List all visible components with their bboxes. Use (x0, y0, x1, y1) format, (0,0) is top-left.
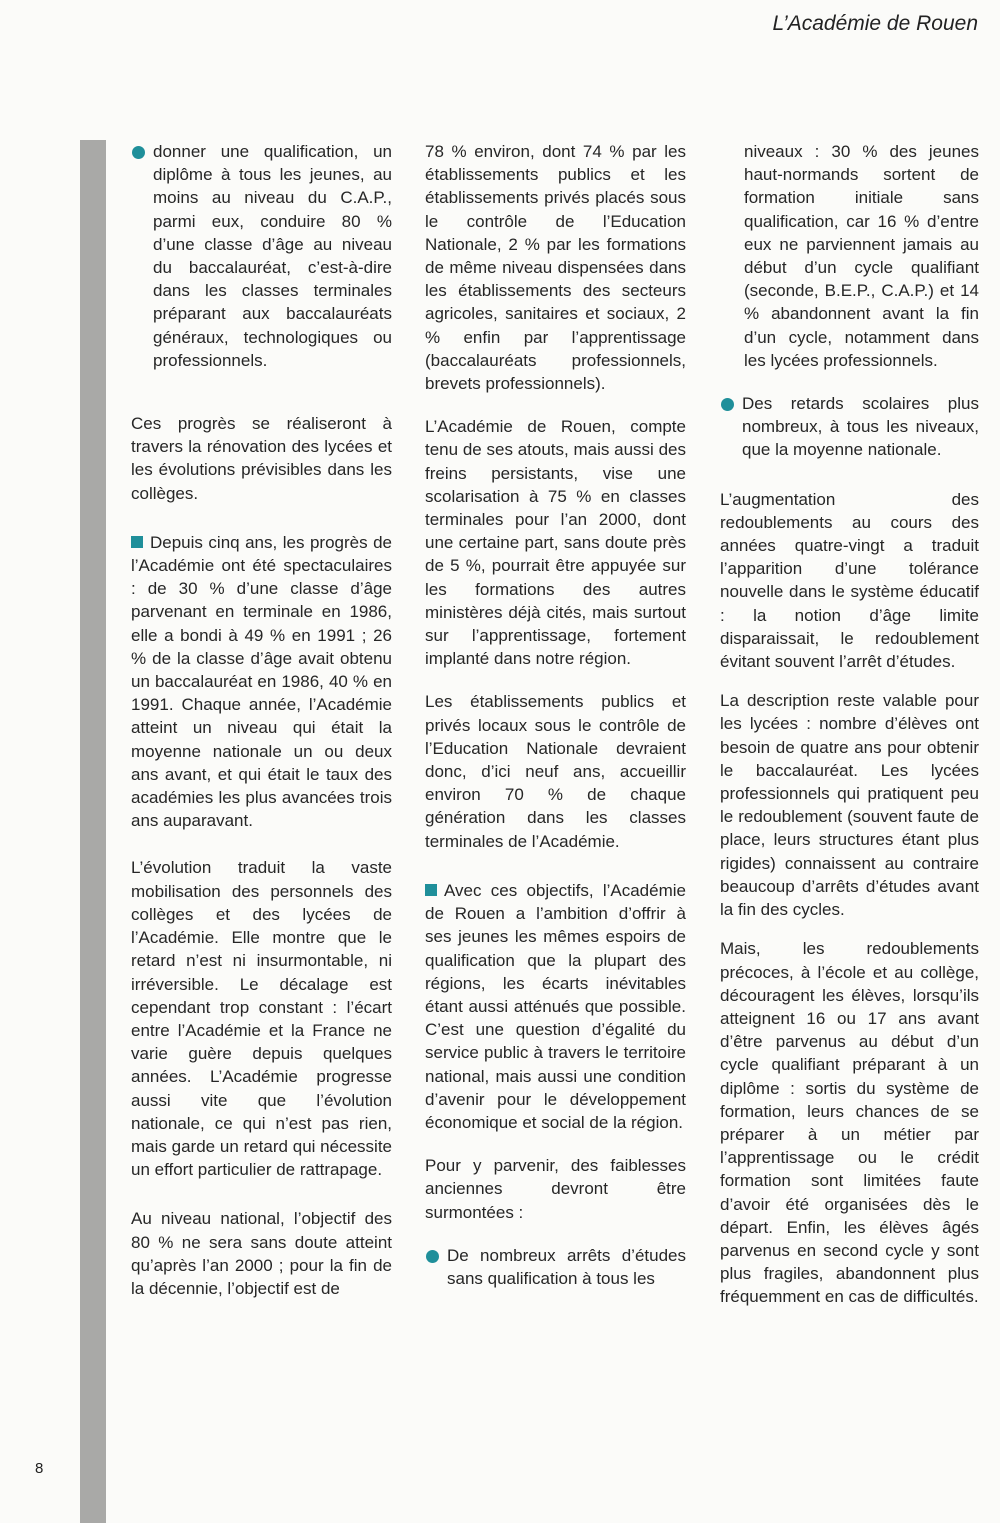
text-column-3 (720, 140, 979, 1329)
bullet-paragraph (131, 140, 392, 372)
gray-margin-bar (80, 140, 106, 1523)
square-bullet-icon (425, 884, 437, 896)
round-bullet-icon (132, 146, 145, 159)
round-bullet-icon (721, 398, 734, 411)
paragraph: L’Académie de Rouen, compte tenu de ses atouts, mais aussi des freins persistants, vise une scolarisation à 75 % en classes terminales pour l’an 2000, dont une certaine part, sans doute près de 5 %, pourrait être appuyée sur les formations des autres ministères déjà cités, mais surtout sur l’apprentissage, fortement implanté dans notre région. (425, 417, 686, 669)
text-column-2 (425, 140, 686, 1310)
paragraph-continued: niveaux : 30 % des jeunes haut-normands sortent de formation initiale sans qualification, car 16 % d’entre eux ne parviennent jamais au début d’un cycle qualifiant (seconde, B.E.P., C.A.P.) et 14 % abandonnent avant la fin d’un cycle, notamment dans les lycées professionnels. (744, 142, 979, 370)
paragraph: Mais, les redoublements précoces, à l’école et au collège, découragent les élèves, lorsqu’ils atteignent 16 ou 17 ans avant d’être parvenus au début d’un cycle qualifiant préparant à un diplôme : sortis du système de formation, leurs chances de se préparer à un métier par l’apprentissage ou le crédit formation sont limitées faute d’avoir été organisées dès le départ. Enfin, les élèves âgés parvenus en second cycle y sont plus fragiles, abandonnent plus fréquemment en cas de difficultés. (720, 939, 979, 1307)
paragraph: Ces progrès se réaliseront à travers la rénovation des lycées et les évolutions prévisibles dans les collèges. (131, 414, 392, 503)
paragraph-text: De nombreux arrêts d’études sans qualification à tous les (447, 1245, 686, 1288)
bullet-paragraph (720, 392, 979, 462)
paragraph-text: donner une qualification, un diplôme à tous les jeunes, au moins au niveau du C.A.P., parmi eux, conduire 80 % d’une classe d’âge au niveau du baccalauréat, c’est-à-dire dans les classes terminales préparant aux baccalauréats généraux, technologiques ou professionnels. (153, 142, 392, 370)
paragraph-text: Depuis cinq ans, les progrès de l’Académie ont été spectaculaires : de 30 % d’une classe d’âge parvenant en terminale en 1986, elle a bondi à 49 % en 1991 ; 26 % de la classe d’âge avait obtenu un baccalauréat en 1986, 40 % en 1991. Chaque année, l’Académie atteint un niveau qui était la moyenne nationale un ou deux ans avant, et qui était le taux des académies les plus avancées trois ans auparavant. (131, 532, 392, 831)
paragraph: Pour y parvenir, des faiblesses anciennes devront être surmontées : (425, 1156, 686, 1222)
paragraph: Au niveau national, l’objectif des 80 % ne sera sans doute atteint qu’après l’an 2000 ; pour la fin de la décennie, l’objectif est de (131, 1209, 392, 1298)
paragraph-text: Avec ces objectifs, l’Académie de Rouen a l’ambition d’offrir à ses jeunes les mêmes espoirs de qualification que la plupart des régions, les écarts inévitables étant aussi atténués que possible. C’est une question d’égalité du service public à travers le territoire national, mais aussi une condition d’avenir pour le développement économique et social de la région. (425, 880, 686, 1132)
running-header: L’Académie de Rouen (772, 12, 978, 35)
bullet-paragraph (425, 1244, 686, 1290)
paragraph: 78 % environ, dont 74 % par les établissements publics et les établissements privés placés sous le contrôle de l’Education Nationale, 2 % par les formations de même niveau dispensées dans les établissements des secteurs agricoles, sanitaires et sociaux, 2 % enfin par l’apprentissage (baccalauréats professionnels, brevets professionnels). (425, 142, 686, 394)
round-bullet-icon (426, 1250, 439, 1263)
square-bullet-paragraph (131, 531, 392, 833)
page-number: 8 (35, 1460, 44, 1477)
square-bullet-icon (131, 536, 143, 548)
paragraph: L’évolution traduit la vaste mobilisation des personnels des collèges et des lycées de l’Académie. Elle montre que le retard n’est ni insurmontable, ni irréversible. Le décalage est cependant trop constant : l’écart entre l’Académie et la France ne varie guère depuis quelques années. L’Académie progresse aussi vite que l’évolution nationale, ce qui n’est pas rien, mais garde un retard qui nécessite un effort particulier de rattrapage. (131, 858, 392, 1180)
paragraph: Les établissements publics et privés locaux sous le contrôle de l’Education Nationale devraient donc, d’ici neuf ans, accueillir environ 70 % de chaque génération dans les classes terminales de l’Académie. (425, 692, 686, 851)
paragraph: La description reste valable pour les lycées : nombre d’élèves ont besoin de quatre ans pour obtenir le baccalauréat. Les lycées professionnels qui pratiquent peu le redoublement (souvent faute de place, leurs structures étant plus rigides) connaissent au contraire beaucoup d’arrêts d’études avant la fin des cycles. (720, 691, 979, 920)
text-column-1 (131, 140, 392, 1320)
square-bullet-paragraph (425, 879, 686, 1134)
paragraph: L’augmentation des redoublements au cours des années quatre-vingt a traduit l’apparition d’une tolérance nouvelle dans le système éducatif : la notion d’âge limite disparaissait, le redoublement évitant souvent l’arrêt d’études. (720, 489, 979, 672)
paragraph-text: Des retards scolaires plus nombreux, à tous les niveaux, que la moyenne nationale. (742, 394, 979, 460)
